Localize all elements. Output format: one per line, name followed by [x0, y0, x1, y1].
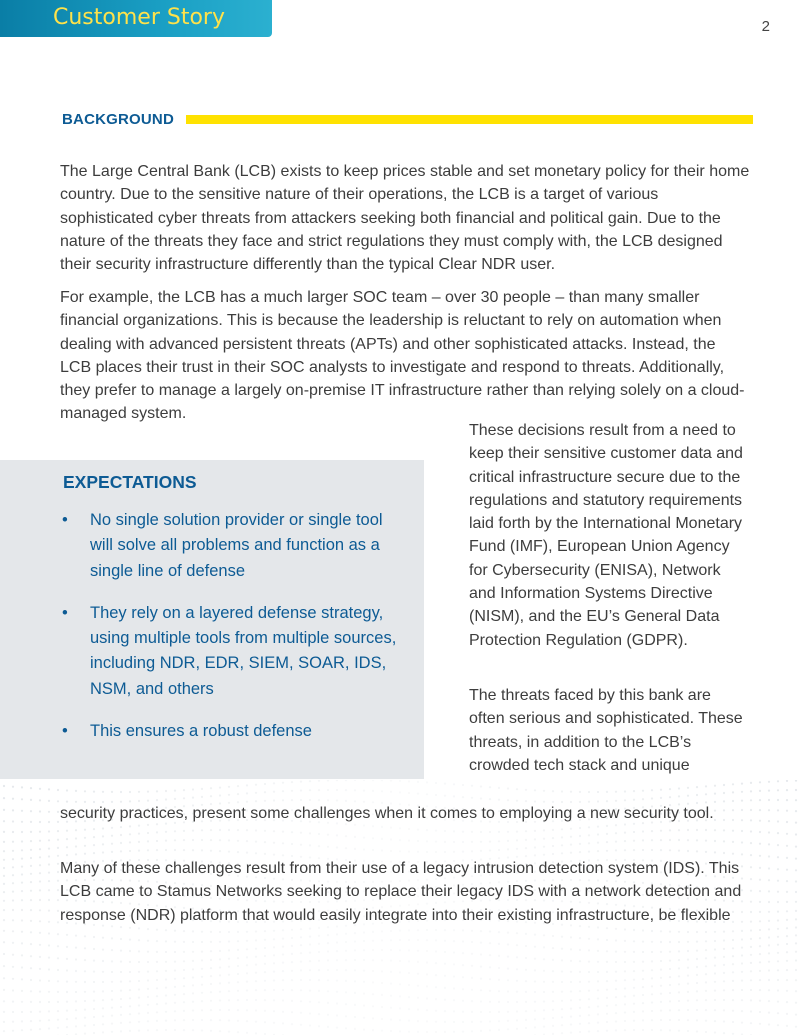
bullet-icon: •	[62, 511, 68, 529]
right-column-paragraph-1: These decisions result from a need to keep their sensitive customer data and critical infrastructure secure due to the regulations and statutory requirements laid forth by the International Monetary Fund (IMF), European Union Agency for Cybersecurity (ENISA), Network and Information Systems Directive (NISM), and the EU’s General Data Protection Regulation (GDPR).	[469, 422, 743, 649]
expectations-item-text: They rely on a layered defense strategy, using multiple tools from multiple sources, including NDR, EDR, SIEM, SOAR, IDS, NSM, and others	[90, 603, 397, 698]
bullet-icon: •	[62, 603, 68, 622]
bullet-icon: •	[62, 722, 68, 741]
header-tab-label: Customer Story	[53, 5, 225, 30]
expectations-title: EXPECTATIONS	[63, 472, 197, 492]
expectations-item-text: No single solution provider or single tool will solve all problems and function as a single line of defense	[90, 511, 383, 580]
expectations-item-text: This ensures a robust defense	[90, 722, 312, 741]
header-tab	[0, 0, 272, 37]
expectations-item	[62, 508, 402, 584]
expectations-item	[62, 601, 402, 702]
continuation-paragraph-1: security practices, present some challenges when it comes to employing a new security tool.	[60, 805, 714, 822]
expectations-item	[62, 719, 402, 744]
background-paragraph-1: The Large Central Bank (LCB) exists to keep prices stable and set monetary policy for their home country. Due to the sensitive nature of their operations, the LCB is a target of various sophisticated cyber threats from attackers seeking both financial and political gain. Due to the nature of the threats they face and strict regulations they must comply with, the LCB designed their security infrastructure differently than the typical Clear NDR user.	[60, 163, 750, 274]
right-column-paragraph-2: The threats faced by this bank are often serious and sophisticated. These threats, in addition to the LCB’s crowded tech stack and unique	[469, 687, 743, 774]
background-heading: BACKGROUND	[62, 111, 174, 128]
background-paragraph-2: For example, the LCB has a much larger SOC team – over 30 people – than many smaller financial organizations. This is because the leadership is reluctant to rely on automation when dealing with advanced persistent threats (APTs) and other sophisticated attacks. Instead, the LCB places their trust in their SOC analysts to investigate and respond to threats. Additionally, they prefer to manage a largely on-premise IT infrastructure rather than relying solely on a cloud-managed system.	[60, 289, 745, 423]
expectations-list	[62, 508, 402, 744]
page-number: 2	[761, 18, 770, 35]
heading-accent-bar	[186, 115, 753, 124]
continuation-paragraph-2: Many of these challenges result from their use of a legacy intrusion detection system (IDS). This LCB came to Stamus Networks seeking to replace their legacy IDS with a network detection and response (NDR) platform that would easily integrate into their existing infrastructure, be flexible	[60, 860, 742, 924]
